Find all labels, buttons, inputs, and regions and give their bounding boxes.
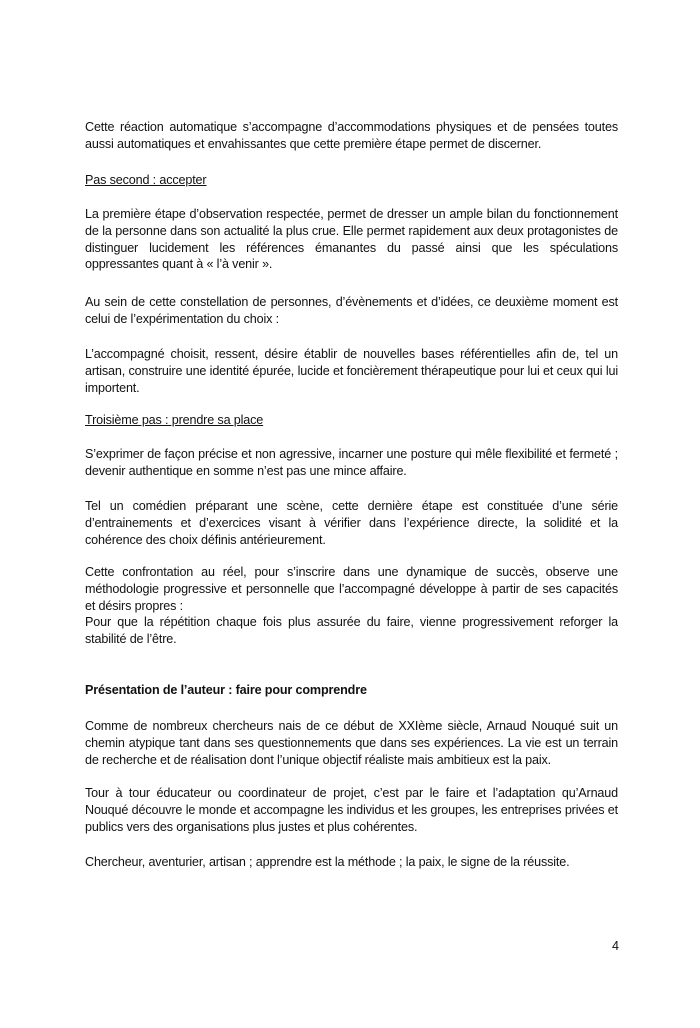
paragraph-chercheurs: Comme de nombreux chercheurs nais de ce début de XXIème siècle, Arnaud Nouqué suit un chemin atypique tant dans ses questionnements que dans ses expériences. La vie est un terrain de recherche et de réalisation dont l’unique objectif réaliste mais ambitieux est la paix. <box>85 719 618 767</box>
paragraph-tour-a-tour: Tour à tour éducateur ou coordinateur de projet, c’est par le faire et l’adaptation qu’Arnaud Nouqué découvre le monde et accompagne les individus et les groupes, les entreprises privées et publics vers des organisations plus justes et plus cohérentes. <box>85 786 618 834</box>
paragraph-confrontation: Cette confrontation au réel, pour s’inscrire dans une dynamique de succès, observe une méthodologie progressive et personnelle que l’accompagné développe à partir de ses capacités et désirs propres : <box>85 565 618 613</box>
heading-troisieme-pas: Troisième pas : prendre sa place <box>85 413 264 427</box>
paragraph-sexprimer: S’exprimer de façon précise et non agressive, incarner une posture qui mêle flexibilité et fermeté ; devenir authentique en somme n’est pas une mince affaire. <box>85 447 618 478</box>
paragraph-reaction: Cette réaction automatique s’accompagne d’accommodations physiques et de pensées toutes aussi automatiques et envahissantes que cette première étape permet de discerner. <box>85 120 618 151</box>
heading-presentation-auteur: Présentation de l’auteur : faire pour comprendre <box>85 683 367 697</box>
paragraph-repetition: Pour que la répétition chaque fois plus assurée du faire, vienne progressivement reforger la stabilité de l’être. <box>85 615 618 646</box>
paragraph-comedien: Tel un comédien préparant une scène, cette dernière étape est constituée d’une série d’entrainements et d’exercices visant à vérifier dans l’expérience directe, la solidité et la cohérence des choix définis antérieurement. <box>85 499 618 547</box>
paragraph-first-step-observation: La première étape d’observation respectée, permet de dresser un ample bilan du fonctionnement de la personne dans son actualité la plus crue. Elle permet rapidement aux deux protagonistes de distinguer lucidement les références émanantes du passé ainsi que les spéculations oppressantes quant à « l’à venir ». <box>85 207 618 272</box>
paragraph-constellation: Au sein de cette constellation de personnes, d’évènements et d’idées, ce deuxième moment est celui de l’expérimentation du choix : <box>85 295 618 326</box>
paragraph-chercheur-aventurier: Chercheur, aventurier, artisan ; apprendre est la méthode ; la paix, le signe de la réussite. <box>85 855 570 869</box>
heading-pas-second: Pas second : accepter <box>85 173 207 187</box>
paragraph-accompagne-choisit: L’accompagné choisit, ressent, désire établir de nouvelles bases référentielles afin de, tel un artisan, construire une identité épurée, lucide et foncièrement thérapeutique pour lui et ceux qui lui importent. <box>85 347 618 395</box>
page-number: 4 <box>611 939 619 953</box>
